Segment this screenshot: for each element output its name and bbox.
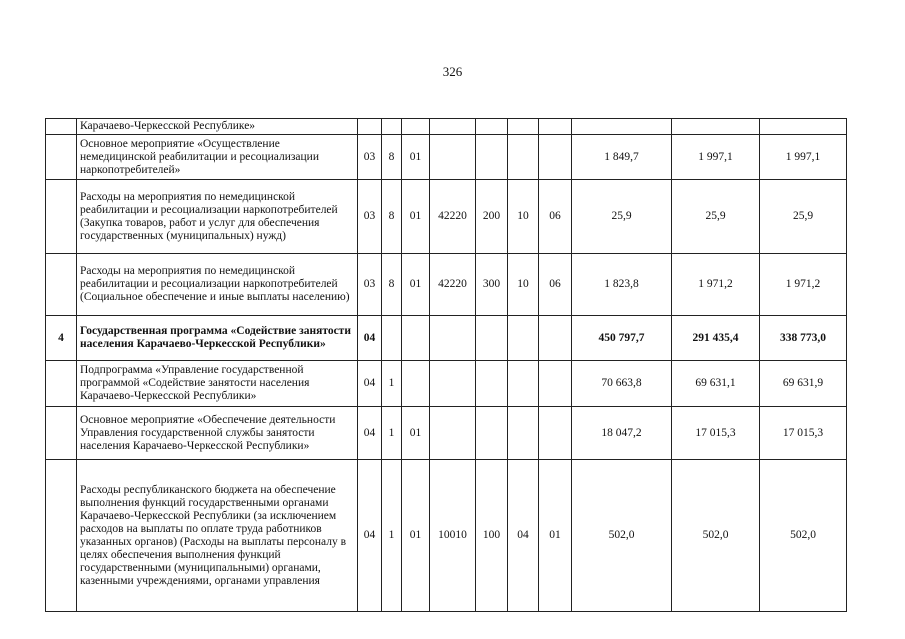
amount-year-3: 502,0 <box>760 460 847 612</box>
amount-year-2: 502,0 <box>672 460 760 612</box>
measure-code <box>402 119 430 135</box>
amount-year-3: 17 015,3 <box>760 407 847 460</box>
expense-type-code <box>476 135 508 180</box>
row-description: Основное мероприятие «Осуществление немедицинской реабилитации и ресоциализации наркопотребителей» <box>77 135 358 180</box>
direction-code <box>430 316 476 361</box>
section-code: 10 <box>508 180 539 254</box>
direction-code <box>430 119 476 135</box>
expense-type-code <box>476 316 508 361</box>
subprogram-code: 1 <box>382 361 402 407</box>
measure-code <box>402 361 430 407</box>
subprogram-code: 1 <box>382 460 402 612</box>
program-code: 04 <box>358 407 382 460</box>
amount-year-1: 502,0 <box>572 460 672 612</box>
expense-type-code: 100 <box>476 460 508 612</box>
section-code <box>508 407 539 460</box>
program-code: 04 <box>358 460 382 612</box>
row-number <box>46 119 77 135</box>
expense-type-code: 300 <box>476 254 508 316</box>
row-description: Расходы республиканского бюджета на обеспечение выполнения функций государственными органами Карачаево-Черкесской Республики (за исключением расходов на выплаты по оплате труда работников указанных органов) (Расходы на выплаты персоналу в целях обеспечения выполнения функций государственными (муниципальными) органами, казенными учреждениями, органами управления <box>77 460 358 612</box>
row-description: Расходы на мероприятия по немедицинской реабилитации и ресоциализации наркопотребителей (Социальное обеспечение и иные выплаты населению) <box>77 254 358 316</box>
amount-year-3: 1 971,2 <box>760 254 847 316</box>
amount-year-2: 17 015,3 <box>672 407 760 460</box>
amount-year-3: 338 773,0 <box>760 316 847 361</box>
row-number <box>46 135 77 180</box>
subprogram-code: 8 <box>382 254 402 316</box>
page-number: 326 <box>442 64 463 79</box>
row-number <box>46 460 77 612</box>
subsection-code <box>539 316 572 361</box>
section-code <box>508 119 539 135</box>
measure-code: 01 <box>402 180 430 254</box>
section-code <box>508 135 539 180</box>
section-code <box>508 361 539 407</box>
amount-year-2 <box>672 119 760 135</box>
amount-year-2: 1 971,2 <box>672 254 760 316</box>
table-row <box>46 316 847 361</box>
row-number <box>46 254 77 316</box>
subsection-code <box>539 361 572 407</box>
measure-code: 01 <box>402 254 430 316</box>
program-code: 03 <box>358 180 382 254</box>
expense-type-code: 200 <box>476 180 508 254</box>
table-row <box>46 180 847 254</box>
subprogram-code <box>382 119 402 135</box>
amount-year-2: 25,9 <box>672 180 760 254</box>
budget-table <box>45 118 847 612</box>
program-code: 04 <box>358 316 382 361</box>
amount-year-3: 1 997,1 <box>760 135 847 180</box>
section-code <box>508 316 539 361</box>
subprogram-code <box>382 316 402 361</box>
table-row <box>46 254 847 316</box>
subprogram-code: 8 <box>382 135 402 180</box>
amount-year-2: 291 435,4 <box>672 316 760 361</box>
amount-year-3: 25,9 <box>760 180 847 254</box>
amount-year-1: 18 047,2 <box>572 407 672 460</box>
amount-year-1: 450 797,7 <box>572 316 672 361</box>
program-code: 03 <box>358 254 382 316</box>
expense-type-code <box>476 119 508 135</box>
row-description: Основное мероприятие «Обеспечение деятельности Управления государственной службы занятости населения Карачаево-Черкесской Республики» <box>77 407 358 460</box>
table-row <box>46 361 847 407</box>
row-description: Расходы на мероприятия по немедицинской реабилитации и ресоциализации наркопотребителей (Закупка товаров, работ и услуг для обеспечения государственных (муниципальных) нужд) <box>77 180 358 254</box>
subsection-code <box>539 407 572 460</box>
amount-year-2: 69 631,1 <box>672 361 760 407</box>
measure-code: 01 <box>402 135 430 180</box>
measure-code: 01 <box>402 407 430 460</box>
subsection-code <box>539 135 572 180</box>
expense-type-code <box>476 407 508 460</box>
direction-code: 42220 <box>430 254 476 316</box>
program-code: 03 <box>358 135 382 180</box>
amount-year-3: 69 631,9 <box>760 361 847 407</box>
row-number <box>46 180 77 254</box>
amount-year-3 <box>760 119 847 135</box>
subsection-code <box>539 119 572 135</box>
direction-code: 10010 <box>430 460 476 612</box>
measure-code: 01 <box>402 460 430 612</box>
row-number: 4 <box>46 316 77 361</box>
section-code: 10 <box>508 254 539 316</box>
amount-year-1: 1 823,8 <box>572 254 672 316</box>
expense-type-code <box>476 361 508 407</box>
row-number <box>46 361 77 407</box>
section-code: 04 <box>508 460 539 612</box>
subsection-code: 06 <box>539 254 572 316</box>
direction-code: 42220 <box>430 180 476 254</box>
amount-year-1 <box>572 119 672 135</box>
measure-code <box>402 316 430 361</box>
subsection-code: 01 <box>539 460 572 612</box>
row-description: Карачаево-Черкесской Республике» <box>77 119 358 135</box>
subsection-code: 06 <box>539 180 572 254</box>
direction-code <box>430 407 476 460</box>
table-row <box>46 135 847 180</box>
amount-year-1: 25,9 <box>572 180 672 254</box>
amount-year-1: 1 849,7 <box>572 135 672 180</box>
subprogram-code: 1 <box>382 407 402 460</box>
direction-code <box>430 135 476 180</box>
subprogram-code: 8 <box>382 180 402 254</box>
table-row <box>46 407 847 460</box>
row-number <box>46 407 77 460</box>
amount-year-1: 70 663,8 <box>572 361 672 407</box>
row-description: Подпрограмма «Управление государственной программой «Содействие занятости населения Карачаево-Черкесской Республики» <box>77 361 358 407</box>
direction-code <box>430 361 476 407</box>
row-description: Государственная программа «Содействие занятости населения Карачаево-Черкесской Республики» <box>77 316 358 361</box>
program-code <box>358 119 382 135</box>
amount-year-2: 1 997,1 <box>672 135 760 180</box>
program-code: 04 <box>358 361 382 407</box>
table-row <box>46 460 847 612</box>
table-row <box>46 119 847 135</box>
